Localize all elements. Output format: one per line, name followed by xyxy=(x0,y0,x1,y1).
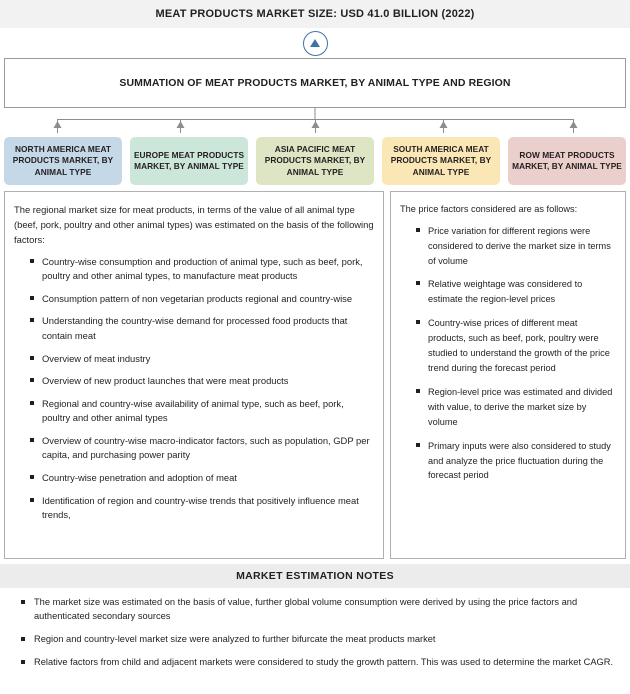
connector-arrow-4 xyxy=(440,121,448,128)
bullet-square-icon xyxy=(30,259,34,263)
list-item-text: Understanding the country-wise demand for processed food products that contain meat xyxy=(42,315,348,342)
bullet-square-icon xyxy=(21,600,25,604)
list-item xyxy=(14,596,616,624)
notes-body xyxy=(0,588,630,670)
list-item-text: Overview of new product launches that were meat products xyxy=(42,375,289,387)
connector-arrow-5 xyxy=(570,121,578,128)
list-item xyxy=(30,397,374,426)
bullet-square-icon xyxy=(30,296,34,300)
regional-market-size-panel xyxy=(4,191,384,559)
market-estimation-notes-band xyxy=(0,564,630,588)
summation-label: SUMMATION OF MEAT PRODUCTS MARKET, BY ANIMAL TYPE AND REGION xyxy=(119,77,511,89)
region-label: EUROPE MEAT PRODUCTS MARKET, BY ANIMAL TYPE xyxy=(133,149,245,171)
list-item xyxy=(30,292,374,307)
list-item-text: The market size was estimated on the basis of value, further global volume consumption were derived by using the price factors and authenticated secondary sources xyxy=(34,597,578,621)
header-connector-row xyxy=(0,28,630,58)
summation-box xyxy=(4,58,626,108)
region-box-north-america xyxy=(4,137,122,185)
left-panel-intro: The regional market size for meat products, in terms of the value of all animal type (beef, pork, poultry and other animal types) was estimated on the basis of the following factors: xyxy=(14,204,374,246)
bullet-square-icon xyxy=(21,637,25,641)
bullet-square-icon xyxy=(416,443,420,447)
region-box-europe xyxy=(130,137,248,185)
list-item-text: Region and country-level market size were analyzed to further bifurcate the meat products market xyxy=(34,633,436,644)
right-panel-intro: The price factors considered are as follows: xyxy=(400,204,578,214)
region-label: NORTH AMERICA MEAT PRODUCTS MARKET, BY ANIMAL TYPE xyxy=(12,144,114,177)
list-item xyxy=(416,439,616,484)
factor-panels xyxy=(0,185,630,559)
connector-arrow-2 xyxy=(177,121,185,128)
list-item xyxy=(416,316,616,376)
bullet-square-icon xyxy=(416,389,420,393)
bullet-square-icon xyxy=(416,320,420,324)
list-item-text: Country-wise prices of different meat products, such as beef, pork, poultry were studied to understand the growth of the price trend during the forecast period xyxy=(428,318,610,373)
right-panel-bullet-list xyxy=(400,224,616,484)
bullet-square-icon xyxy=(30,401,34,405)
up-triangle-in-circle-icon xyxy=(303,31,328,56)
list-item-text: Price variation for different regions were considered to derive the market size in terms of volume xyxy=(428,225,611,266)
bullet-square-icon xyxy=(30,475,34,479)
list-item xyxy=(416,385,616,430)
bullet-square-icon xyxy=(30,356,34,360)
list-item xyxy=(30,352,374,367)
list-item-text: Identification of region and country-wise trends that positively influence meat trends, xyxy=(42,494,359,521)
list-item xyxy=(30,471,374,486)
list-item xyxy=(30,494,374,523)
list-item-text: Primary inputs were also considered to study and analyze the price fluctuation during the forecast period xyxy=(428,440,611,481)
list-item xyxy=(416,277,616,307)
region-box-row xyxy=(508,137,626,185)
list-item-text: Country-wise consumption and production of animal type, such as beef, pork, poultry and other animal types, to manufacture meat products xyxy=(42,255,363,282)
list-item xyxy=(416,224,616,269)
list-item xyxy=(14,656,616,670)
left-panel-bullet-list xyxy=(14,255,374,523)
list-item xyxy=(30,314,374,343)
bullet-square-icon xyxy=(30,498,34,502)
notes-title: MARKET ESTIMATION NOTES xyxy=(236,570,394,582)
connector-arrow-3 xyxy=(312,121,320,128)
region-label: SOUTH AMERICA MEAT PRODUCTS MARKET, BY ANIMAL TYPE xyxy=(390,144,492,177)
region-box-south-america xyxy=(382,137,500,185)
list-item-text: Relative factors from child and adjacent markets were considered to study the growth pattern. This was used to determine the market CAGR. xyxy=(34,656,614,667)
bullet-square-icon xyxy=(416,228,420,232)
connector-arrow-1 xyxy=(54,121,62,128)
bullet-square-icon xyxy=(30,318,34,322)
list-item-text: Region-level price was estimated and divided with value, to derive the market size by volume xyxy=(428,386,613,427)
up-triangle-glyph xyxy=(310,39,320,47)
list-item-text: Relative weightage was considered to estimate the region-level prices xyxy=(428,279,583,305)
market-size-header-band xyxy=(0,0,630,28)
list-item-text: Overview of country-wise macro-indicator factors, such as population, GDP per capita, and purchasing power parity xyxy=(42,434,370,461)
bullet-square-icon xyxy=(30,438,34,442)
bullet-square-icon xyxy=(30,378,34,382)
list-item xyxy=(14,633,616,647)
list-item xyxy=(30,374,374,389)
page-title: MEAT PRODUCTS MARKET SIZE: USD 41.0 BILLION (2022) xyxy=(155,8,475,20)
list-item-text: Overview of meat industry xyxy=(42,352,151,364)
list-item xyxy=(30,434,374,463)
notes-list xyxy=(14,596,616,670)
list-item-text: Consumption pattern of non vegetarian products regional and country-wise xyxy=(42,292,353,304)
list-item xyxy=(30,255,374,284)
region-box-asia-pacific xyxy=(256,137,374,185)
region-label: ASIA PACIFIC MEAT PRODUCTS MARKET, BY ANIMAL TYPE xyxy=(264,144,366,177)
price-factors-panel xyxy=(390,191,626,559)
region-label: ROW MEAT PRODUCTS MARKET, BY ANIMAL TYPE xyxy=(512,149,622,171)
list-item-text: Regional and country-wise availability of animal type, such as beef, pork, poultry and other animal types xyxy=(42,397,344,424)
list-item-text: Country-wise penetration and adoption of meat xyxy=(42,472,237,484)
region-boxes-row xyxy=(0,137,630,185)
bullet-square-icon xyxy=(416,281,420,285)
bullet-square-icon xyxy=(21,660,25,664)
distribution-connector xyxy=(0,108,630,137)
